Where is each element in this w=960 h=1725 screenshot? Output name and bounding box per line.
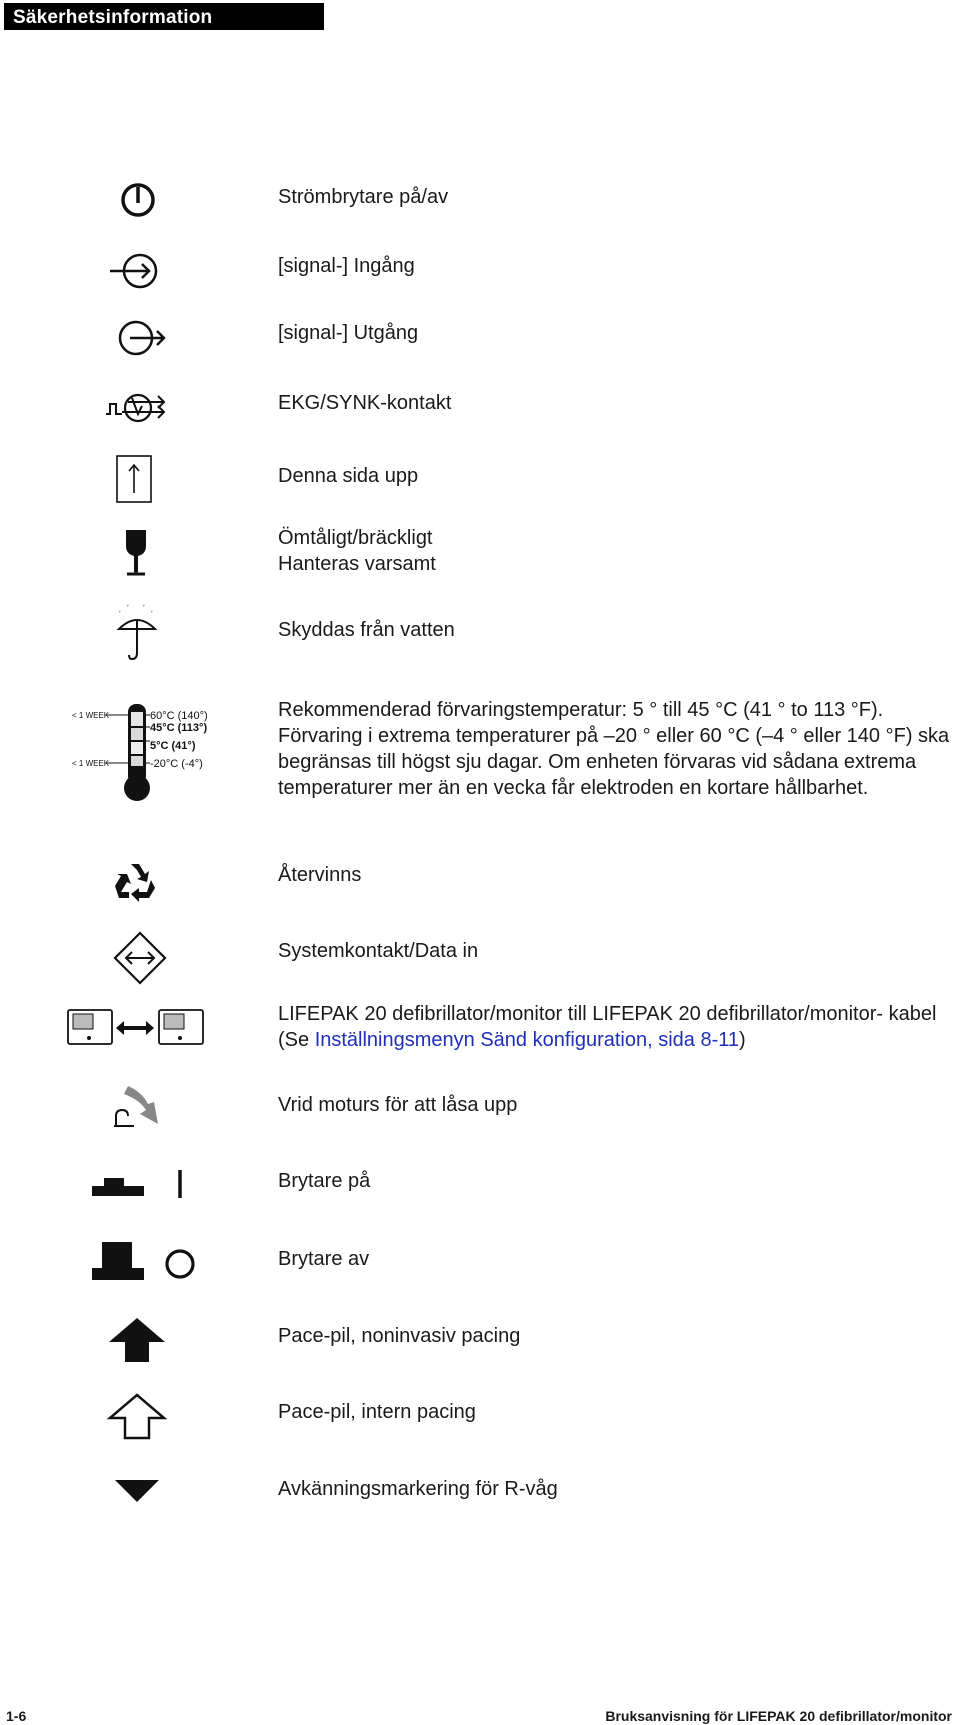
thermometer-icon bbox=[0, 700, 260, 810]
fragile-text bbox=[278, 525, 436, 577]
storage-line-1: Rekommenderad förvaringstemperatur: 5 ° till 45 °C (41 ° to 113 °F). bbox=[278, 699, 884, 721]
signal-output-label: [signal-] Utgång bbox=[278, 322, 419, 344]
section-header-bar bbox=[4, 3, 324, 30]
temp-45-label: 45°C (113°) bbox=[150, 722, 208, 734]
cable-text bbox=[278, 1001, 936, 1053]
svg-text:ʼ: ʼ bbox=[135, 603, 137, 609]
recycle-label: Återvinns bbox=[278, 864, 362, 886]
cable-label-line2 bbox=[278, 1027, 936, 1053]
power-label: Strömbrytare på/av bbox=[278, 186, 449, 208]
switch-off-label: Brytare av bbox=[278, 1248, 370, 1270]
cable-transfer-icon bbox=[0, 1008, 260, 1050]
cable-prefix: (Se bbox=[278, 1029, 315, 1051]
storage-line-4: temperaturer mer än en vecka får elektroden en kortare hållbarhet. bbox=[278, 777, 869, 799]
pace-arrow-filled-icon bbox=[0, 1316, 260, 1364]
temp-60-label: 60°C (140°) bbox=[150, 710, 208, 722]
svg-text:ʼ: ʼ bbox=[151, 610, 153, 619]
svg-text:ʼ: ʼ bbox=[127, 604, 129, 613]
storage-line-3: begränsas till högst sju dagar. Om enheten förvaras vid sådana extrema bbox=[278, 751, 917, 773]
week-top-label: < 1 WEEK bbox=[72, 711, 110, 720]
svg-text:ʼ: ʼ bbox=[143, 604, 145, 613]
keep-dry-icon bbox=[0, 603, 260, 663]
switch-on-label: Brytare på bbox=[278, 1170, 371, 1192]
system-connector-icon bbox=[0, 930, 260, 986]
switch-on-icon bbox=[0, 1166, 260, 1202]
page-number: 1-6 bbox=[6, 1708, 27, 1724]
signal-input-label: [signal-] Ingång bbox=[278, 255, 415, 277]
week-bottom-label: < 1 WEEK bbox=[72, 759, 110, 768]
r-wave-marker-icon bbox=[0, 1478, 260, 1504]
cable-label-line1: LIFEPAK 20 defibrillator/monitor till LIFEPAK 20 defibrillator/monitor- kabel bbox=[278, 1003, 937, 1025]
ecg-sync-label: EKG/SYNK-kontakt bbox=[278, 392, 452, 414]
pace-noninvasive-label: Pace-pil, noninvasiv pacing bbox=[278, 1325, 521, 1347]
keep-dry-label: Skyddas från vatten bbox=[278, 619, 455, 641]
storage-line-2: Förvaring i extrema temperaturer på –20 ° eller 60 °C (–4 ° eller 140 °F) ska bbox=[278, 725, 950, 747]
manual-title: Bruksanvisning för LIFEPAK 20 defibrillator/monitor bbox=[605, 1708, 952, 1724]
recycle-icon bbox=[0, 860, 260, 904]
r-wave-marker-label: Avkänningsmarkering för R-våg bbox=[278, 1478, 558, 1500]
ecg-sync-icon bbox=[0, 388, 260, 428]
signal-input-icon bbox=[0, 251, 260, 291]
signal-output-icon bbox=[0, 318, 260, 358]
fragile-icon bbox=[0, 528, 260, 582]
temp-minus20-label: -20°C (-4°) bbox=[150, 758, 203, 770]
switch-off-icon bbox=[0, 1238, 260, 1284]
power-icon bbox=[0, 180, 260, 220]
twist-lock-label: Vrid moturs för att låsa upp bbox=[278, 1094, 518, 1116]
pace-internal-label: Pace-pil, intern pacing bbox=[278, 1401, 476, 1423]
storage-text bbox=[278, 697, 949, 801]
fragile-label-line1: Ömtåligt/bräckligt bbox=[278, 527, 433, 549]
cable-suffix: ) bbox=[739, 1029, 746, 1051]
config-menu-link[interactable]: Inställningsmenyn Sänd konfiguration, sida 8-11 bbox=[314, 1029, 740, 1051]
pace-arrow-outline-icon bbox=[0, 1393, 260, 1441]
system-connector-label: Systemkontakt/Data in bbox=[278, 940, 479, 962]
section-title: Säkerhetsinformation bbox=[13, 7, 213, 28]
svg-text:ʼ: ʼ bbox=[119, 610, 121, 619]
this-side-up-icon bbox=[0, 453, 260, 505]
twist-lock-icon bbox=[0, 1082, 260, 1130]
temp-5-label: 5°C (41°) bbox=[150, 740, 196, 752]
this-side-up-label: Denna sida upp bbox=[278, 465, 419, 487]
fragile-label-line2: Hanteras varsamt bbox=[278, 553, 436, 575]
